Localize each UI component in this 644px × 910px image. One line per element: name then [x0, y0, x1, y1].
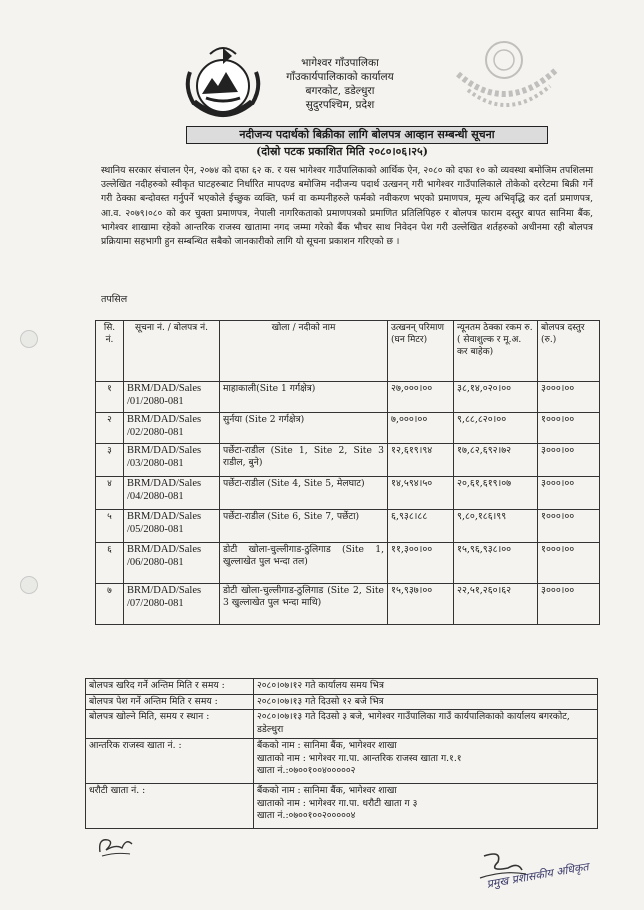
account-name-line: खाताको नाम : भागेश्वर गा.पा. आन्तरिक राजस्व खाता ग.१.१ — [257, 752, 462, 764]
min-amount-cell: ३८,१४,०२०।०० — [454, 382, 538, 413]
bank-name-line: बैंकको नाम : सानिमा बैंक, भागेश्वर शाखा — [257, 785, 397, 796]
table-row — [96, 543, 600, 584]
province-name: सुदुरपश्चिम, प्रदेश — [305, 99, 375, 111]
serial-cell: ४ — [96, 477, 124, 510]
table-row — [96, 510, 600, 543]
table-row — [96, 382, 600, 413]
notice-number-cell: BRM/DAD/Sales /04/2080-081 — [124, 477, 220, 510]
river-site-table — [95, 320, 600, 625]
table-header-row — [96, 321, 600, 382]
notice-number-cell: BRM/DAD/Sales /06/2080-081 — [124, 543, 220, 584]
min-amount-cell: २०,६१,६१९।०७ — [454, 477, 538, 510]
account-number-line: खाता नं.:०७००१००२०००००४ — [257, 810, 356, 821]
fee-cell: ३०००।०० — [538, 584, 600, 625]
bank-name-line: बैंकको नाम : सानिमा बैंक, भागेश्वर शाखा — [257, 740, 397, 751]
volume-cell: ११,३००।०० — [388, 543, 454, 584]
header-cell: सूचना नं. / बोलपत्र नं. — [124, 321, 220, 382]
info-row — [86, 694, 598, 710]
initials-signature — [96, 832, 136, 862]
notice-number-cell: BRM/DAD/Sales /02/2080-081 — [124, 413, 220, 444]
river-name-cell: सुर्नया (Site 2 गर्गक्षेत्र) — [220, 413, 388, 444]
volume-cell: १४,५९४।५० — [388, 477, 454, 510]
river-name-cell: डोटी खोला-चुल्लीगाड-ठुलिगाड (Site 2, Site 3 खुल्लाखेत पुल भन्दा माथि) — [220, 584, 388, 625]
info-label: बोलपत्र खोल्ने मिति, समय र स्थान : — [86, 710, 254, 739]
officer-designation-stamp: प्रमुख प्रशासकीय अधिकृत — [485, 860, 590, 891]
office-location: बगरकोट, डडेल्धुरा — [305, 85, 375, 97]
office-name: गाँउकार्यपालिकाको कार्यालय — [286, 71, 394, 83]
river-name-cell: पर्छेटा-राडील (Site 4, Site 5, मेलघाट) — [220, 477, 388, 510]
office-seal-stamp — [448, 30, 564, 110]
notice-number-cell: BRM/DAD/Sales /07/2080-081 — [124, 584, 220, 625]
serial-cell: ५ — [96, 510, 124, 543]
min-amount-cell: २२,५१,२६०।६२ — [454, 584, 538, 625]
fee-cell: ३०००।०० — [538, 382, 600, 413]
info-row — [86, 739, 598, 784]
info-value — [254, 739, 598, 784]
fee-cell: १०००।०० — [538, 510, 600, 543]
river-name-cell: पर्छेटा-राडील (Site 1, Site 2, Site 3 राडील, बुने) — [220, 444, 388, 477]
info-label: बोलपत्र पेश गर्ने अन्तिम मिति र समय : — [86, 694, 254, 710]
fee-cell: ३०००।०० — [538, 444, 600, 477]
info-value: २०८०।०७।१२ गते कार्यालय समय भित्र — [254, 679, 598, 695]
info-row — [86, 710, 598, 739]
fee-cell: १०००।०० — [538, 413, 600, 444]
municipality-name: भागेश्वर गाँउपालिका — [301, 57, 379, 69]
fee-cell: ३०००।०० — [538, 477, 600, 510]
min-amount-cell: ९,८८,८२०।०० — [454, 413, 538, 444]
info-label: आन्तरिक राजस्व खाता नं. : — [86, 739, 254, 784]
min-amount-cell: ९,८०,१८६।९९ — [454, 510, 538, 543]
info-value: २०८०।०७।१३ गते दिउसो ३ बजे, भागेश्वर गाउँपालिका गाउँ कार्यपालिकाको कार्यालय बगरकोट, डडेल्धुरा — [254, 710, 598, 739]
volume-cell: २७,०००।०० — [388, 382, 454, 413]
table-row — [96, 477, 600, 510]
bid-info-table — [85, 678, 598, 829]
notice-number-cell: BRM/DAD/Sales /05/2080-081 — [124, 510, 220, 543]
punch-hole — [20, 576, 38, 594]
notice-number-cell: BRM/DAD/Sales /01/2080-081 — [124, 382, 220, 413]
table-row — [96, 444, 600, 477]
notice-subtitle: (दोस्रो पटक प्रकाशित मिति २०८०।०६।२५) — [256, 145, 428, 158]
volume-cell: १२,६१९।९४ — [388, 444, 454, 477]
min-amount-cell: १५,९६,९३८।०० — [454, 543, 538, 584]
header-cell: खोला / नदीको नाम — [220, 321, 388, 382]
river-name-cell: माहाकाली(Site 1 गर्गक्षेत्र) — [220, 382, 388, 413]
table-row — [96, 413, 600, 444]
info-value: २०८०।०७।१३ गते दिउसो १२ बजे भित्र — [254, 694, 598, 710]
header-cell: सि. नं. — [96, 321, 124, 382]
river-name-cell: डोटी खोला-चुल्लीगाड-ठुलिगाड (Site 1, खुल्लाखेत पुल भन्दा तल) — [220, 543, 388, 584]
serial-cell: ६ — [96, 543, 124, 584]
account-number-line: खाता नं.:०७००१००४०००००२ — [257, 765, 356, 776]
table-row — [96, 584, 600, 625]
header-cell: न्यूनतम ठेक्का रकम रु. ( सेवाशुल्क र मू.अ. कर बाहेक) — [454, 321, 538, 382]
info-label: बोलपत्र खरिद गर्ने अन्तिम मिति र समय : — [86, 679, 254, 695]
notice-body-paragraph: स्थानिय सरकार संचालन ऐन, २०७४ को दफा ६२ क. र यस भागेश्वर गाउँपालिकाको आर्थिक ऐन, २०८० को दफा १० को व्यवस्था बमोजिम तपशिलमा उल्लेखित नदीहरुको स्वीकृत घाटहरुबाट निर्धारित मापदण्ड बमोजिम नदीजन्य पदार्थ उत्खनन् गरी भागेश्वर गाउँपालिकाले तोकेको दररेटमा बिक्री गर्ने गरी ठेक्का बन्दोवस्त गर्नुपर्ने भएकोले ईच्छुक व्यक्ति, फर्म वा कम्पनीहरुले फर्मको नवीकरण भएको प्रमाणपत्र, मूल्य अभिवृद्धि कर दर्ता प्रमाणपत्र, आ.व. २०७९।०८० को कर चुक्ता प्रमाणपत्र, नेपाली नागरिकताको प्रमाणपत्रको प्रमाणित प्रतिलिपिहरु र बोलपत्र फाराम दस्तुर बापत सानिमा बैंक, भागेश्वर शाखामा रहेको आन्तरिक राजस्व खातामा नगद जम्मा गरेको बैंक भौचर साथ निवेदन पेश गरी उल्लेखित शर्तहरुको अधीनमा रही बोलपत्र प्रक्रियामा सहभागी हुन सम्बन्धित सबैको जानकारीको लागि यो सूचना प्रकाशन गरिएको छ । — [101, 165, 593, 248]
notice-number-cell: BRM/DAD/Sales /03/2080-081 — [124, 444, 220, 477]
serial-cell: १ — [96, 382, 124, 413]
min-amount-cell: १७,८२,६९२।७२ — [454, 444, 538, 477]
header-cell: बोलपत्र दस्तुर (रु.) — [538, 321, 600, 382]
info-value — [254, 784, 598, 829]
header-cell: उत्खनन् परिमाण (घन मिटर) — [388, 321, 454, 382]
info-row — [86, 679, 598, 695]
fee-cell: १०००।०० — [538, 543, 600, 584]
volume-cell: ७,०००।०० — [388, 413, 454, 444]
punch-hole — [20, 330, 38, 348]
river-name-cell: पर्छेटा-राडील (Site 6, Site 7, पर्छेटा) — [220, 510, 388, 543]
info-label: धरौटी खाता नं. : — [86, 784, 254, 829]
account-name-line: खाताको नाम : भागेश्वर गा.पा. धरौटी खाता ग ३ — [257, 797, 418, 809]
volume-cell: १५,९३७।०० — [388, 584, 454, 625]
info-row — [86, 784, 598, 829]
details-heading: तपसिल — [101, 294, 128, 305]
serial-cell: ३ — [96, 444, 124, 477]
serial-cell: २ — [96, 413, 124, 444]
serial-cell: ७ — [96, 584, 124, 625]
volume-cell: ६,९३८।८८ — [388, 510, 454, 543]
notice-title: नदीजन्य पदार्थको बिक्रीका लागि बोलपत्र आव्हान सम्बन्धी सूचना — [186, 126, 548, 144]
